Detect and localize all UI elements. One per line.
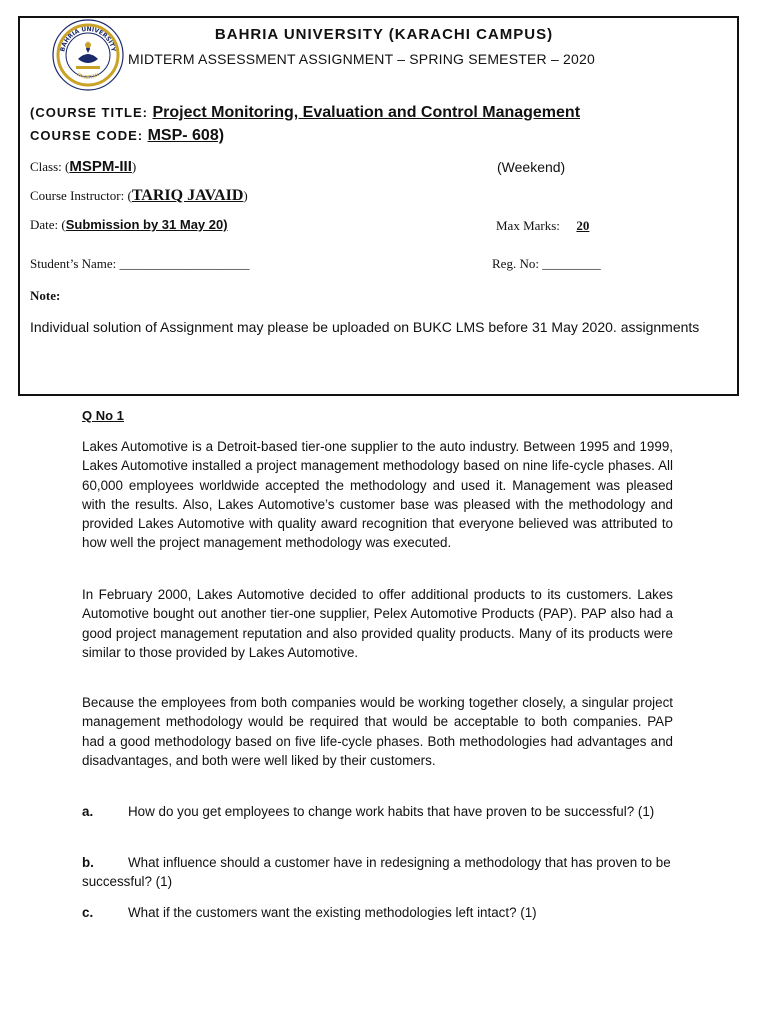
question-a	[82, 802, 673, 821]
date-line	[30, 216, 228, 234]
question-c-letter: c.	[82, 905, 94, 920]
instructor-close: )	[243, 188, 248, 203]
class-value: MSPM-III	[69, 158, 132, 175]
class-label: Class: (	[30, 159, 70, 174]
paragraph-2: In February 2000, Lakes Automotive decided to offer additional products to its customers. Lakes Automotive bought out another tier-one supplier, Pelex Automotive Products (PAP). PAP also had a good project management reputation and also provided quality products. Many of its products were similar to those provided by Lakes Automotive.	[82, 587, 673, 660]
assessment-title: MIDTERM ASSESSMENT ASSIGNMENT – SPRING SEMESTER – 2020	[128, 51, 595, 67]
date-value: Submission by 31 May 20)	[65, 217, 228, 232]
paragraph-1: Lakes Automotive is a Detroit-based tier-one supplier to the auto industry. Between 1995 and 1999, Lakes Automotive installed a project management methodology based on nine life-cycle phases. All 60,000 employees worldwide accepted the methodology and used it. Management was pleased with the results. Also, Lakes Automotive’s customer base was pleased with the methodology and provided Lakes Automotive with quality award recognition that everyone believed was attributed to how well the project management methodology was executed.	[82, 439, 673, 551]
university-title: BAHRIA UNIVERSITY (KARACHI CAMPUS)	[214, 26, 554, 43]
question-c	[82, 903, 673, 922]
course-title-value: Project Monitoring, Evaluation and Control Management	[152, 104, 581, 121]
question-b-letter: b.	[82, 855, 94, 870]
max-marks-value: 20	[576, 218, 590, 233]
max-marks-label: Max Marks:	[496, 218, 560, 233]
course-code-label: COURSE CODE:	[30, 128, 144, 143]
question-c-text: What if the customers want the existing methodologies left intact? (1)	[128, 905, 537, 920]
question-a-text: How do you get employees to change work habits that have proven to be successful? (1)	[128, 804, 655, 819]
svg-text:BAHRIA UNIVERSITY: BAHRIA UNIVERSITY	[59, 25, 117, 53]
course-code-value: MSP- 608)	[147, 127, 225, 144]
question-title: Q No 1	[82, 408, 124, 423]
instructor-value: TARIQ JAVAID	[131, 187, 244, 204]
paragraph-3: Because the employees from both companies would be working together closely, a singular project management methodology would be required that would be acceptable to both companies. PAP had a good methodology based on five life-cycle phases. Both methodologies had advantages and disadvantages, and both were well liked by their customers.	[82, 695, 673, 768]
weekend-label: (Weekend)	[497, 159, 566, 175]
reg-no-field: Reg. No: _________	[492, 256, 601, 271]
question-b-text: What influence should a customer have in redesigning a methodology that has proven to be successful? (1)	[82, 855, 671, 890]
instructor-label: Course Instructor: (	[30, 188, 132, 203]
date-label: Date: (	[30, 217, 66, 232]
question-a-letter: a.	[82, 804, 94, 819]
svg-text:PAKISTAN: PAKISTAN	[75, 72, 101, 82]
note-label: Note:	[30, 288, 61, 303]
student-name-field: Student’s Name: ____________________	[30, 256, 250, 271]
instructor-line	[30, 187, 248, 205]
course-title-label: (COURSE TITLE:	[30, 105, 148, 120]
max-marks	[496, 217, 589, 235]
class-line	[30, 158, 136, 176]
question-b	[82, 853, 673, 892]
note-body: Individual solution of Assignment may please be uploaded on BUKC LMS before 31 May 2020. assignments	[30, 319, 700, 335]
header-box	[18, 16, 739, 396]
course-title-line	[30, 104, 580, 122]
class-close: )	[131, 159, 137, 174]
course-code-line	[30, 127, 224, 145]
